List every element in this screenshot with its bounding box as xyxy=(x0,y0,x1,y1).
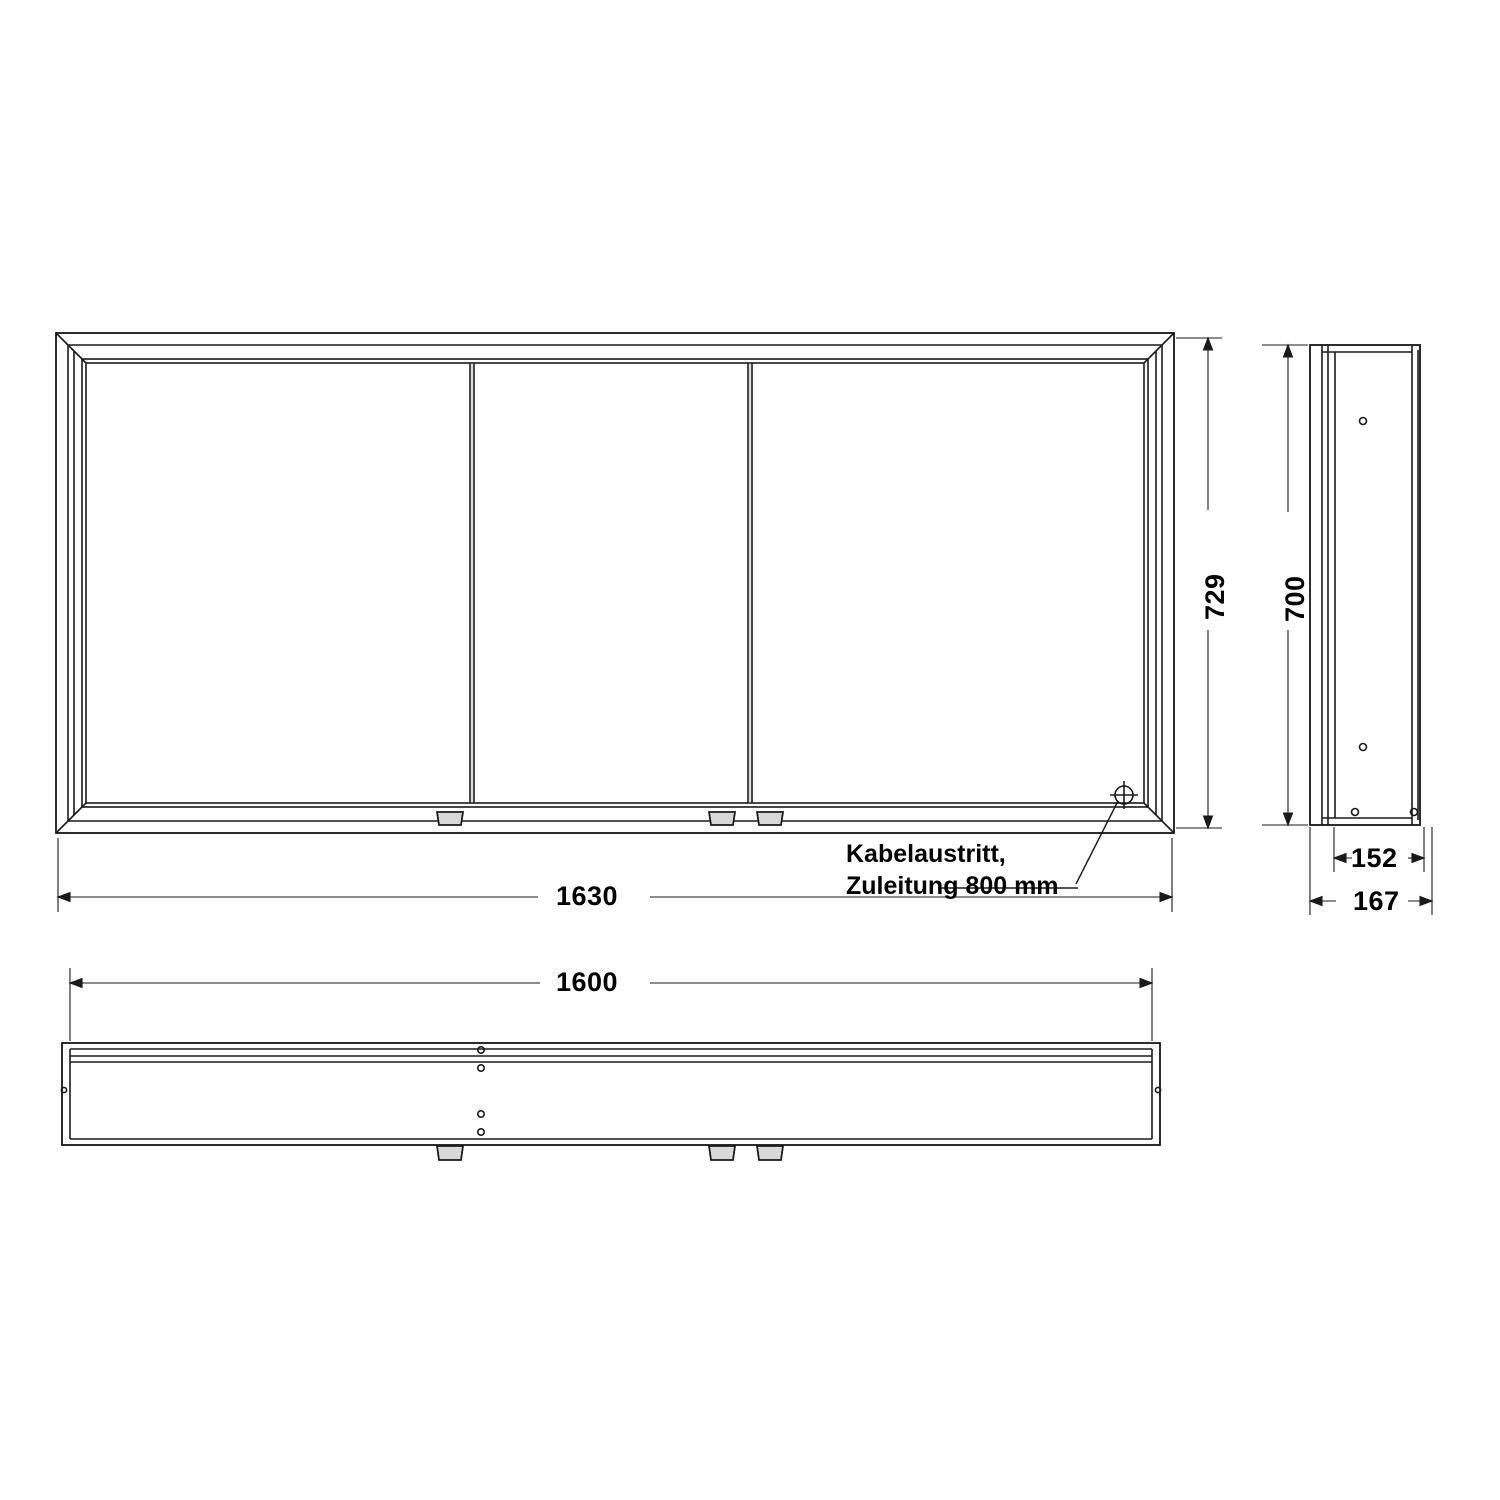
front-view-group xyxy=(56,333,1174,888)
dimension-side-depth-outer: 167 xyxy=(1353,886,1400,916)
cable-outlet-note-line1: Kabelaustritt, xyxy=(846,840,1006,868)
cable-outlet-note-line2: Zuleitung 800 mm xyxy=(846,872,1059,900)
dimension-side-depth-inner: 152 xyxy=(1351,843,1398,873)
cable-outlet-note xyxy=(846,838,1059,902)
dimension-front-height: 729 xyxy=(1200,573,1230,620)
dimension-side-height: 700 xyxy=(1280,575,1310,622)
dimension-top-width: 1600 xyxy=(556,967,619,997)
side-view-group xyxy=(1310,345,1420,825)
top-view-group xyxy=(61,1043,1160,1160)
dimension-front-width: 1630 xyxy=(556,881,619,911)
